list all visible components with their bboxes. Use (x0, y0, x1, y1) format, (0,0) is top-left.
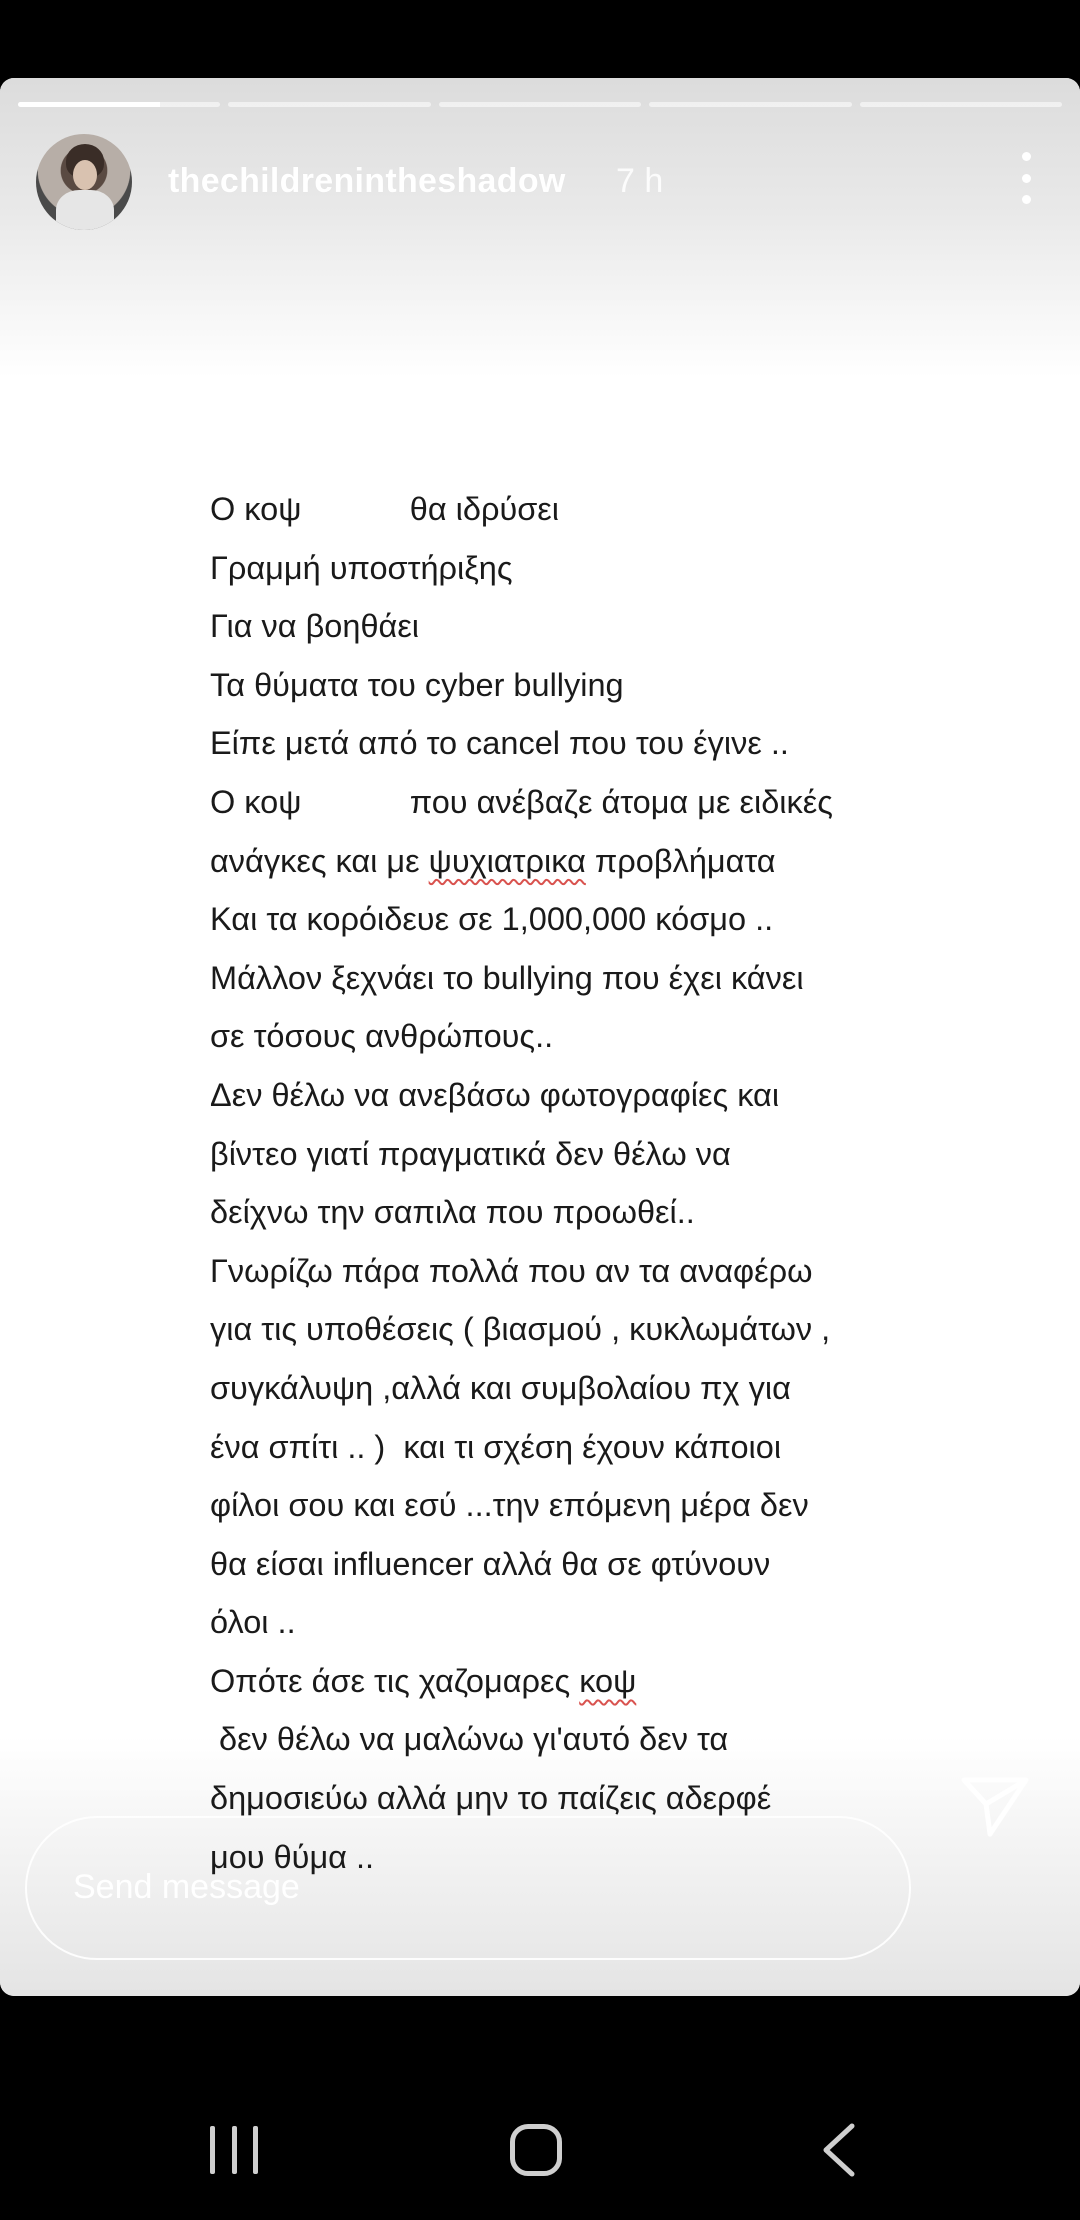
send-paper-plane-icon[interactable] (960, 1770, 1032, 1842)
text-line: δείχνω την σαπιλα που προωθεί.. (210, 1194, 695, 1231)
text-line: Οπότε άσε τις χαζομαρες κοψ (210, 1662, 637, 1699)
text-line: δεν θέλω να μαλώνω γι'αυτό δεν τα (210, 1721, 729, 1758)
text-line: συγκάλυψη ,αλλά και συμβολαίου πχ για (210, 1369, 791, 1406)
send-message-input[interactable] (25, 1816, 911, 1960)
post-time: 7 h (616, 162, 664, 200)
text-line: Δεν θέλω να ανεβάσω φωτογραφίες και (210, 1076, 780, 1113)
progress-segment (439, 102, 641, 107)
story-viewer[interactable] (0, 78, 1080, 1996)
text-line: Για να βοηθάει (210, 608, 420, 645)
recents-bar (253, 2126, 258, 2174)
username-link[interactable]: thechildrenintheshadow (168, 162, 566, 200)
more-options-button[interactable] (1006, 148, 1046, 208)
back-chevron-icon[interactable] (818, 2122, 858, 2178)
text-line: όλοι .. (210, 1604, 296, 1641)
story-header (36, 134, 1046, 234)
system-navigation-bar (0, 1996, 1080, 2220)
story-text-block (210, 480, 970, 1886)
more-vertical-icon (1022, 152, 1031, 161)
text-line: ένα σπίτι .. ) και τι σχέση έχουν κάποιοι (210, 1428, 782, 1465)
message-placeholder: Send message (73, 1868, 300, 1906)
progress-segment (649, 102, 851, 107)
text-line: σε τόσους ανθρώπους.. (210, 1018, 554, 1055)
text-line: μου θύμα .. (210, 1838, 375, 1875)
story-progress-bar (18, 102, 1062, 107)
progress-segment (228, 102, 430, 107)
text-line: δημοσιεύω αλλά μην το παίζεις αδερφέ (210, 1780, 772, 1817)
spellcheck-flag: κοψ (579, 1662, 637, 1699)
avatar-body (56, 190, 114, 230)
progress-segment (18, 102, 220, 107)
text-line: Και τα κορόιδευε σε 1,000,000 κόσμο .. (210, 901, 774, 938)
text-line: Ο κοψ που ανέβαζε άτομα με ειδικές (210, 783, 833, 820)
avatar[interactable] (36, 134, 132, 230)
text-line: Μάλλον ξεχνάει το bullying που έχει κάνει (210, 959, 804, 996)
text-line: Γνωρίζω πάρα πολλά που αν τα αναφέρω (210, 1252, 813, 1289)
recents-bar (210, 2126, 215, 2174)
text-line: Είπε μετά από το cancel που του έγινε .. (210, 725, 789, 762)
text-line: Γραμμή υποστήριξης (210, 549, 513, 586)
progress-fill (18, 102, 160, 107)
text-line: για τις υποθέσεις ( βιασμού , κυκλωμάτων , (210, 1311, 831, 1348)
text-line: φίλοι σου και εσύ ...την επόμενη μέρα δεν (210, 1487, 809, 1524)
text-line: Τα θύματα του cyber bullying (210, 666, 624, 703)
text-line: Ο κοψ θα ιδρύσει (210, 491, 559, 527)
more-vertical-icon (1022, 174, 1031, 183)
text-line: ανάγκες και με ψυχιατρικα προβλήματα (210, 842, 776, 879)
text-line: θα είσαι influencer αλλά θα σε φτύνουν (210, 1545, 771, 1582)
avatar-face (73, 160, 97, 190)
progress-segment (860, 102, 1062, 107)
recent-apps-icon[interactable] (210, 2126, 258, 2174)
text-line: βίντεο γιατί πραγματικά δεν θέλω να (210, 1135, 731, 1172)
more-vertical-icon (1022, 195, 1031, 204)
recents-bar (232, 2126, 237, 2174)
spellcheck-flag: ψυχιατρικα (428, 842, 586, 879)
home-icon[interactable] (510, 2124, 562, 2176)
